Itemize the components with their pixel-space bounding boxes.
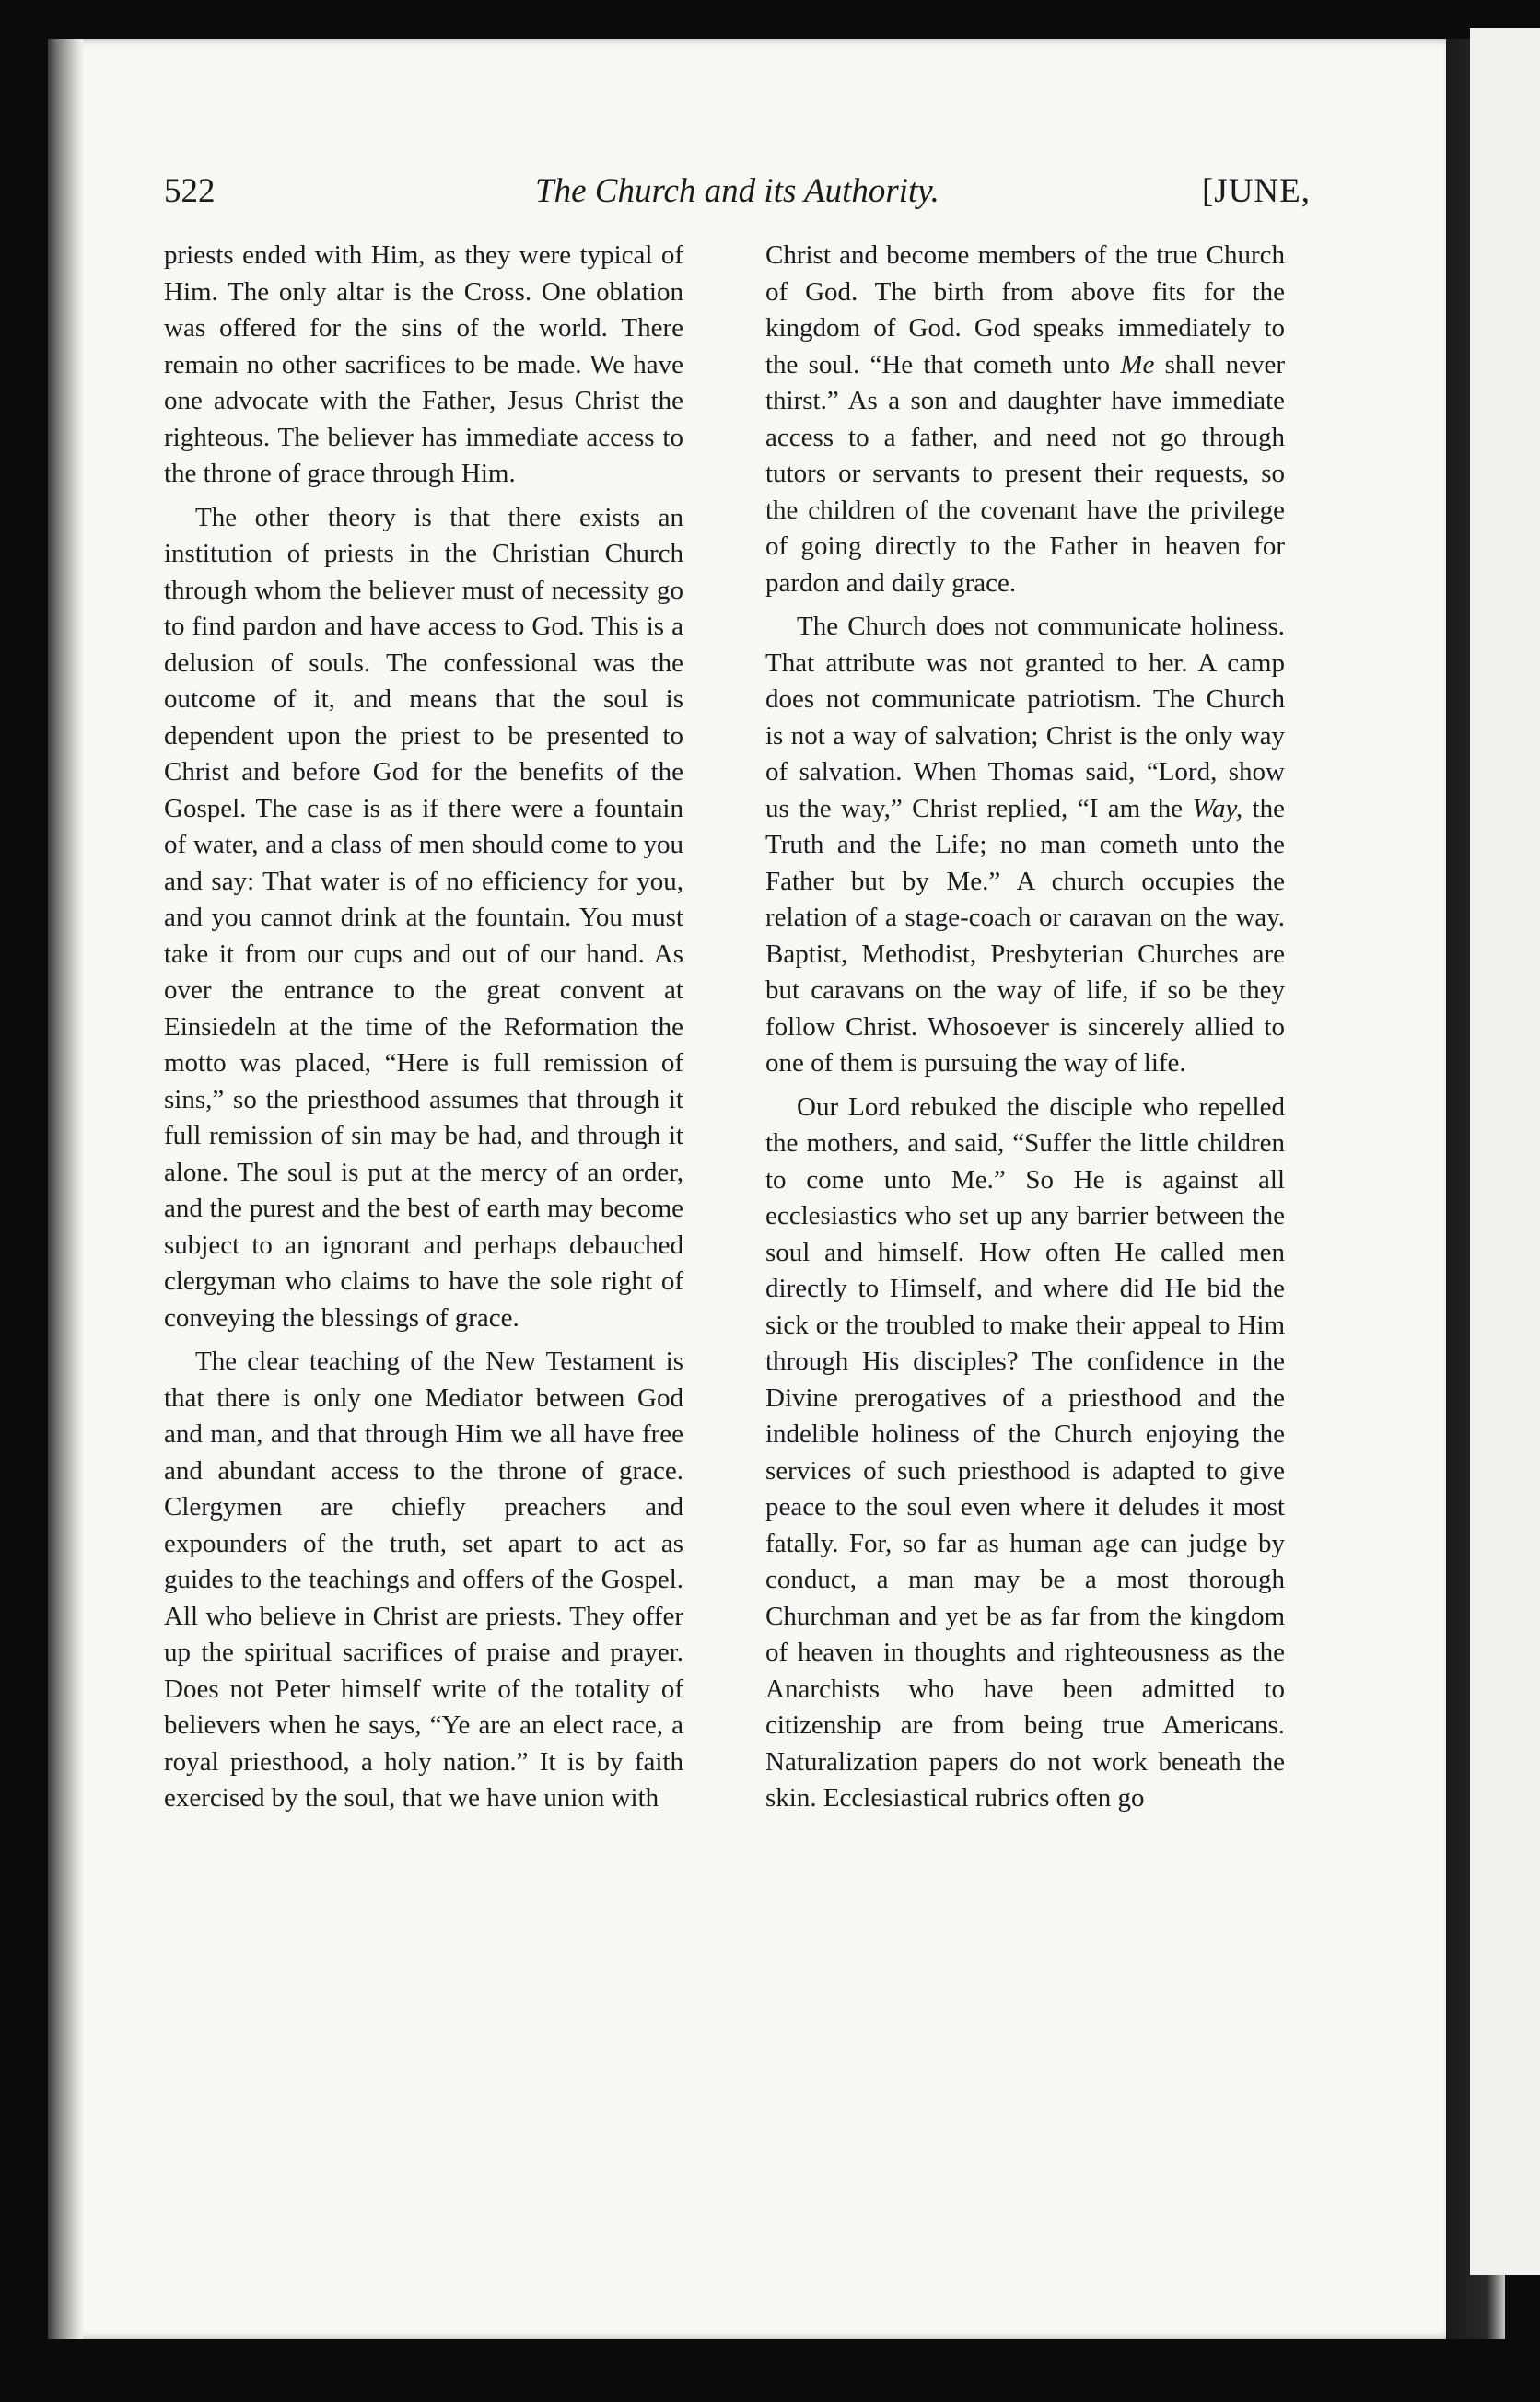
paragraph [765,609,1285,1082]
text-run: the Truth and the Life; no man cometh unto the Father but by Me.” A church occupies the relation of a stage-coach or caravan on the way. Baptist, Methodist, Presbyterian Churches are but caravans on the way of life, if so be they follow Christ. Whosoever is sincerely allied to one of them is pursuing the way of life. [765,793,1285,1078]
facing-page-edge [1470,28,1540,2275]
paragraph: priests ended with Him, as they were typical of Him. The only altar is the Cross. One oblation was offered for the sins of the world. There remain no other sacrifices to be made. We have one advocate with the Father, Jesus Christ the righteous. The believer has immediate access to the throne of grace through Him. [164,240,683,488]
paragraph [765,238,1285,601]
left-column [164,238,683,1817]
italic-text: Me [1120,349,1155,379]
italic-text: Way, [1192,793,1243,823]
running-title: The Church and its Authority. [535,172,939,210]
running-header [164,171,1311,227]
text-run: Christ and become members of the true Church of God. The birth from above fits for the kingdom of God. God speaks immediately to the soul. “He that cometh unto [765,240,1285,379]
paragraph: Our Lord rebuked the disciple who repelled the mothers, and said, “Suffer the little children to come unto Me.” So He is against all ecclesiastics who set up any barrier between the soul and himself. How often He called men directly to Himself, and where did He bid the sick or the troubled to make their appeal to Him through His disciples? The confidence in the Divine prerogatives of a priesthood and the indelible holiness of the Church enjoying the services of such priesthood is adapted to give peace to the soul even where it deludes it most fatally. For, so far as human age can judge by conduct, a man may be a most thorough Churchman and yet be as far from the kingdom of heaven in thoughts and righteousness as the Anarchists who have been admitted to citizenship are from being true Americans. Naturalization papers do not work beneath the skin. Ecclesiastical rubrics often go [765,1091,1285,1813]
page-number: 522 [164,172,216,210]
paragraph: The clear teaching of the New Testament is that there is only one Mediator between God and man, and that through Him we all have free and abundant access to the throne of grace. Clergymen are chiefly preachers and expounders of the truth, set apart to act as guides to the teachings and offers of the Gospel. All who believe in Christ are priests. They offer up the spiritual sacrifices of praise and prayer. Does not Peter himself write of the totality of believers when he says, “Ye are an elect race, a royal priesthood, a holy nation.” It is by faith exercised by the soul, that we have union with [164,1347,683,1813]
text-run: shall never thirst.” As a son and daughter have immediate access to a father, and need not go through tutors or servants to present their requests, so the children of the covenant have the privilege of going directly to the Father in heaven for pardon and daily grace. [765,349,1285,598]
page-gutter-shadow [48,39,83,2339]
running-month: [JUNE, [1201,172,1311,210]
right-column [765,238,1285,1817]
paragraph: The other theory is that there exists an institution of priests in the Christian Church through whom the believer must of necessity go to find pardon and have access to God. This is a delusion of souls. The confessional was the outcome of it, and means that the soul is dependent upon the priest to be presented to Christ and before God for the benefits of the Gospel. The case is as if there were a fountain of water, and a class of men should come to you and say: That water is of no efficiency for you, and you cannot drink at the fountain. You must take it from our cups and out of our hand. As over the entrance to the great convent at Einsiedeln at the time of the Reformation the motto was placed, “Here is full remission of sins,” so the priesthood assumes that through it full remission of sin may be had, and through it alone. The soul is put at the mercy of an order, and the purest and the best of earth may become subject to an ignorant and perhaps debauched clergyman who claims to have the sole right of conveying the blessings of grace. [164,502,683,1333]
text-run: The Church does not communicate holiness. That attribute was not granted to her. A camp does not communicate patriotism. The Church is not a way of salvation; Christ is the only way of salvation. When Thomas said, “Lord, show us the way,” Christ replied, “I am the [765,612,1285,823]
